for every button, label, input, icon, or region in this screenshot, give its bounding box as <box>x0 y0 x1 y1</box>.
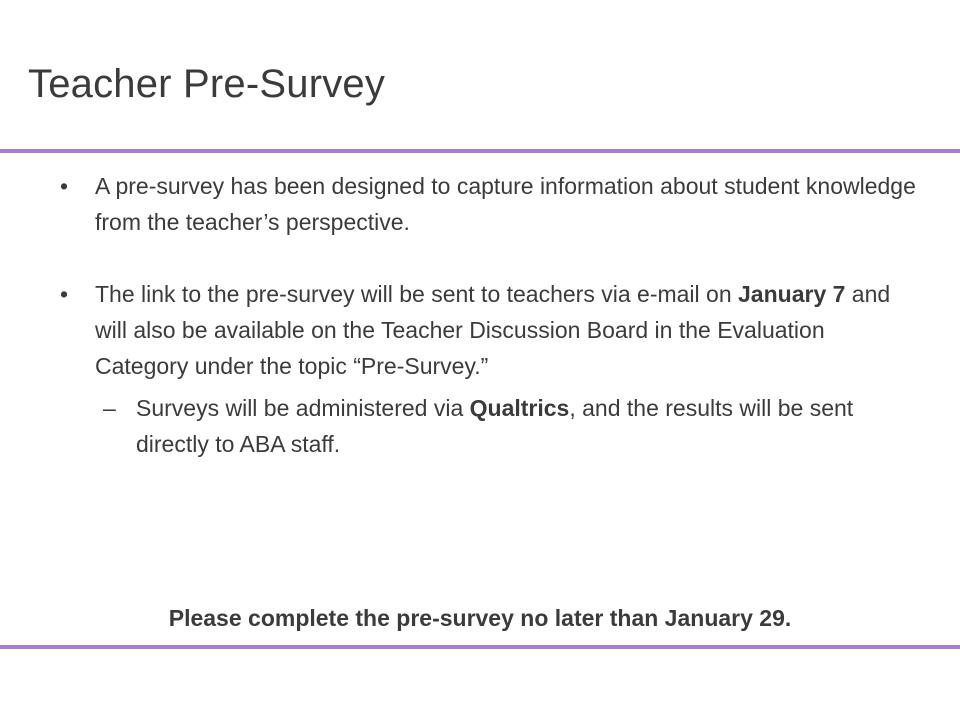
bullet-marker: • <box>60 281 69 307</box>
sub-bullet-bold-tool: Qualtrics <box>469 395 570 421</box>
sub-bullet-marker: – <box>103 395 116 421</box>
footer-divider <box>0 645 960 649</box>
slide-title: Teacher Pre-Survey <box>28 62 386 106</box>
bullet-bold-date: January 7 <box>738 281 846 307</box>
sub-bullet-item <box>103 390 920 462</box>
sub-bullet-text-part: Surveys will be administered via <box>136 395 470 421</box>
bullet-text-part: and will also be available on the Teacher Discussion Board in the Evaluation Category under the topic “Pre-Survey.” <box>95 281 891 379</box>
title-divider <box>0 149 960 153</box>
bullet-marker: • <box>60 173 69 199</box>
bullet-item <box>60 276 920 384</box>
bullet-text: A pre-survey has been designed to capture information about student knowledge from the teacher’s perspective. <box>95 173 916 235</box>
sub-bullet-text-part: , and the results will be sent directly to ABA staff. <box>136 395 854 457</box>
slide-body <box>60 168 920 485</box>
bullet-item <box>60 168 920 240</box>
bullet-text-part: The link to the pre-survey will be sent to teachers via e-mail on <box>95 281 739 307</box>
closing-statement: Please complete the pre-survey no later than January 29. <box>168 605 792 631</box>
